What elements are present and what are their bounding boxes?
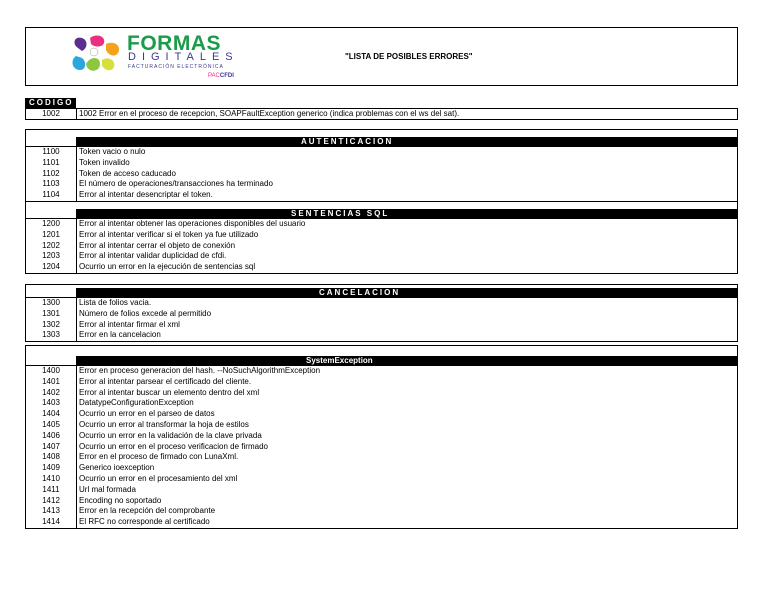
- error-description: Generico ioexception: [79, 463, 155, 473]
- table-row: [26, 320, 737, 331]
- section-spacer: [26, 130, 737, 137]
- error-description: Error en la cancelacion: [79, 330, 161, 340]
- error-description: Error al intentar buscar un elemento dentro del xml: [79, 387, 260, 397]
- table-row: [26, 262, 737, 273]
- error-description: Token de acceso caducado: [79, 168, 176, 178]
- table-row: [26, 241, 737, 252]
- table-row: [26, 251, 737, 262]
- error-code: 1403: [26, 398, 77, 409]
- error-code: 1202: [26, 241, 77, 252]
- error-description: Ocurrio un error en la validación de la clave privada: [79, 430, 262, 440]
- section-title: AUTENTICACION: [301, 137, 394, 146]
- error-code: 1408: [26, 452, 77, 463]
- section-title: CANCELACION: [319, 288, 401, 297]
- error-code: 1103: [26, 179, 77, 190]
- error-code: 1100: [26, 147, 77, 158]
- table-row: [26, 147, 737, 158]
- error-code: 1101: [26, 158, 77, 169]
- logo-pac-prefix: PAC: [208, 73, 220, 79]
- error-code: 1414: [26, 517, 77, 528]
- error-description: El número de operaciones/transacciones ha terminado: [79, 179, 273, 189]
- error-description: Error al intentar desencriptar el token.: [79, 190, 213, 200]
- codigo-header: CODIGO: [25, 98, 76, 108]
- error-description: Encoding no soportado: [79, 495, 162, 505]
- error-description: Error en el proceso de firmado con LunaXml.: [79, 452, 239, 462]
- table-row: [26, 158, 737, 169]
- error-code: 1301: [26, 309, 77, 320]
- error-description: Token vacio o nulo: [79, 147, 146, 156]
- section-header: [25, 284, 738, 298]
- error-code: 1407: [26, 442, 77, 453]
- logo-tag-text: FACTURACIÓN ELECTRÓNICA: [128, 64, 224, 70]
- error-description: DatatypeConfigurationException: [79, 398, 194, 408]
- table-row: [26, 506, 737, 517]
- error-description: Error al intentar parsear el certificado del cliente.: [79, 376, 252, 386]
- logo-sub-text: DIGITALES: [128, 51, 239, 63]
- table-row: [26, 431, 737, 442]
- table-row: [26, 169, 737, 180]
- error-code: 1200: [26, 219, 77, 230]
- table-row: [26, 366, 737, 377]
- section-rows: [25, 297, 738, 342]
- error-code: 1401: [26, 377, 77, 388]
- error-code: 1413: [26, 506, 77, 517]
- table-row: [26, 409, 737, 420]
- error-code: 1204: [26, 262, 77, 273]
- error-description: 1002 Error en el proceso de recepcion, SOAPFaultException generico (indica problemas con el ws del sat).: [79, 109, 460, 118]
- header-box: [25, 27, 738, 86]
- table-row: [26, 309, 737, 320]
- error-description: Error en la recepción del comprobante: [79, 506, 216, 516]
- error-code: 1102: [26, 169, 77, 180]
- error-description: Número de folios excede al permitido: [79, 308, 212, 318]
- error-description: Ocurrio un error en la ejecución de sentencias sql: [79, 262, 256, 272]
- error-code: 1002: [26, 109, 77, 120]
- table-row: [26, 496, 737, 507]
- table-row: [26, 388, 737, 399]
- table-row: [26, 485, 737, 496]
- error-description: Ocurrio un error en el proceso verificacion de firmado: [79, 441, 268, 451]
- row-group-1002: [25, 108, 738, 120]
- error-description: Error al intentar obtener las operaciones disponibles del usuario: [79, 219, 306, 228]
- table-row: [26, 517, 737, 528]
- table-row: [26, 474, 737, 485]
- section-header: [25, 345, 738, 366]
- table-row: [26, 219, 737, 230]
- table-row: [26, 377, 737, 388]
- error-code: 1406: [26, 431, 77, 442]
- table-row: [26, 463, 737, 474]
- table-row: [26, 452, 737, 463]
- error-description: Lista de folios vacia.: [79, 298, 152, 307]
- table-row: [26, 298, 737, 309]
- error-code: 1402: [26, 388, 77, 399]
- error-code: 1300: [26, 298, 77, 309]
- table-row: [26, 330, 737, 341]
- error-description: El RFC no corresponde al certificado: [79, 517, 210, 527]
- error-code: 1201: [26, 230, 77, 241]
- section-title: SystemException: [306, 356, 373, 365]
- logo-mark-icon: [70, 34, 124, 74]
- table-row: [26, 190, 737, 201]
- error-description: Error al intentar verificar si el token ya fue utilizado: [79, 229, 259, 239]
- error-description: Ocurrio un error en el parseo de datos: [79, 409, 215, 419]
- error-code: 1410: [26, 474, 77, 485]
- section-spacer: [26, 202, 737, 209]
- table-row: [26, 109, 737, 120]
- error-code: 1302: [26, 320, 77, 331]
- section-header: [25, 201, 738, 219]
- section-rows: [25, 365, 738, 529]
- table-row: [26, 398, 737, 409]
- error-description: Error al intentar firmar el xml: [79, 319, 180, 329]
- table-row: [26, 179, 737, 190]
- error-code: 1405: [26, 420, 77, 431]
- error-code: 1303: [26, 330, 77, 341]
- logo-pac-cfdi: [208, 73, 234, 79]
- section-spacer: [26, 346, 737, 356]
- section-rows: [25, 218, 738, 274]
- error-description: Error al intentar cerrar el objeto de conexión: [79, 240, 236, 250]
- error-description: Ocurrio un error al transformar la hoja de estilos: [79, 419, 249, 429]
- error-code: 1412: [26, 496, 77, 507]
- error-code: 1411: [26, 485, 77, 496]
- table-row: [26, 230, 737, 241]
- section-title: SENTENCIAS SQL: [291, 209, 390, 218]
- logo-pac-suffix: CFDI: [219, 73, 234, 79]
- formas-digitales-logo: [70, 32, 245, 84]
- error-description: Error en proceso generacion del hash. --NoSuchAlgorithmException: [79, 366, 321, 375]
- error-code: 1203: [26, 251, 77, 262]
- table-row: [26, 442, 737, 453]
- error-description: Ocurrio un error en el procesamiento del xml: [79, 473, 238, 483]
- error-description: Url mal formada: [79, 484, 136, 494]
- section-header: [25, 129, 738, 147]
- error-code: 1400: [26, 366, 77, 377]
- error-code: 1104: [26, 190, 77, 201]
- section-rows: [25, 146, 738, 202]
- logo-main-text: FORMAS: [127, 32, 221, 55]
- table-row: [26, 420, 737, 431]
- error-description: Error al intentar validar duplicidad de cfdi.: [79, 251, 227, 261]
- error-code: 1404: [26, 409, 77, 420]
- page-title: "LISTA DE POSIBLES ERRORES": [345, 52, 473, 61]
- error-description: Token invalido: [79, 157, 130, 167]
- error-code: 1409: [26, 463, 77, 474]
